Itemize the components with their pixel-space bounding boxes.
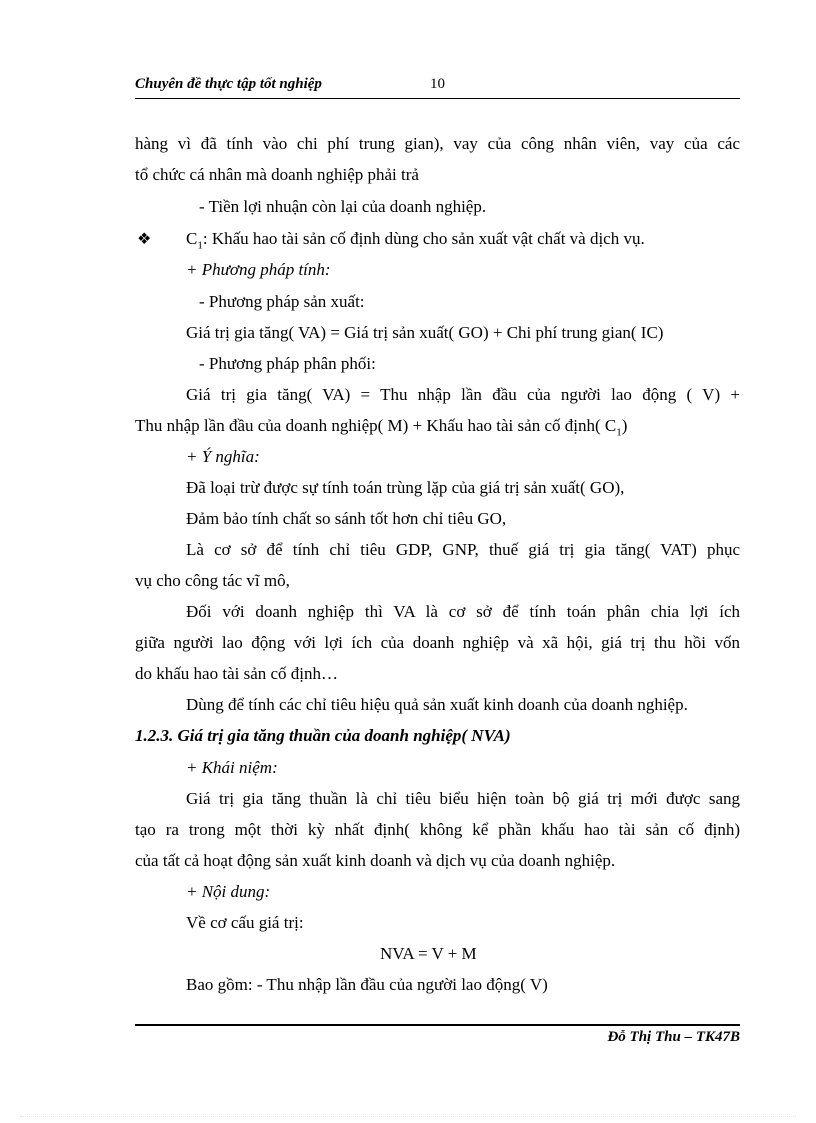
paragraph-line: tổ chức cá nhân mà doanh nghiệp phải trả [135, 165, 419, 184]
subscript: 1 [616, 426, 622, 439]
page-bottom-border [20, 1116, 796, 1117]
subheading: + Khái niệm: [186, 758, 278, 777]
text-segment: ) [621, 416, 628, 435]
paragraph-line: Giá trị gia tăng thuần là chỉ tiêu biểu hiện toàn bộ giá trị mới được sang [186, 789, 740, 808]
page-number: 10 [430, 76, 445, 92]
paragraph-line: do khấu hao tài sản cố định… [135, 664, 339, 683]
footer-author: Đỗ Thị Thu – TK47B [607, 1029, 740, 1045]
text-segment: : Khấu hao tài sản cố định dùng cho sản xuất vật chất và dịch vụ. [202, 229, 645, 248]
paragraph-line: - Phương pháp phân phối: [199, 354, 376, 373]
subheading: + Phương pháp tính: [186, 260, 331, 279]
subscript: 1 [197, 239, 203, 252]
paragraph-line: Đối với doanh nghiệp thì VA là cơ sở để tính toán phân chia lợi ích [186, 602, 740, 621]
paragraph-line: Đảm bảo tính chất so sánh tốt hơn chỉ tiêu GO, [186, 509, 507, 528]
formula-line [135, 415, 627, 443]
text-segment: Thu nhập lần đầu của doanh nghiệp( M) + Khấu hao tài sản cố định( C [135, 416, 617, 435]
paragraph-line: giữa người lao động với lợi ích của doanh nghiệp và xã hội, giá trị thu hồi vốn [135, 633, 740, 652]
paragraph-line: của tất cả hoạt động sản xuất kinh doanh và dịch vụ của doanh nghiệp. [135, 851, 616, 870]
page-header [135, 74, 740, 99]
formula-line: NVA = V + M [380, 944, 477, 963]
section-heading: 1.2.3. Giá trị gia tăng thuần của doanh nghiệp( NVA) [135, 726, 511, 745]
paragraph-line: - Tiền lợi nhuận còn lại của doanh nghiệp. [199, 197, 487, 216]
formula-line: Giá trị gia tăng( VA) = Thu nhập lần đầu của người lao động ( V) + [186, 385, 740, 404]
paragraph-line: Đã loại trừ được sự tính toán trùng lặp của giá trị sản xuất( GO), [186, 478, 625, 497]
paragraph-line: - Phương pháp sản xuất: [199, 292, 365, 311]
paragraph-line: tạo ra trong một thời kỳ nhất định( không kể phần khấu hao tài sản cố định) [135, 820, 740, 839]
header-title: Chuyên đề thực tập tốt nghiệp [135, 76, 322, 92]
diamond-bullet-icon: ❖ [137, 231, 152, 248]
paragraph-line: vụ cho công tác vĩ mô, [135, 571, 290, 590]
paragraph-line: Bao gồm: - Thu nhập lần đầu của người lao động( V) [186, 975, 548, 994]
paragraph-line: hàng vì đã tính vào chi phí trung gian), vay của công nhân viên, vay của các [135, 134, 740, 153]
text-segment: C [186, 229, 198, 248]
paragraph-line: Dùng để tính các chỉ tiêu hiệu quả sản xuất kinh doanh của doanh nghiệp. [186, 695, 688, 714]
paragraph-line [186, 228, 645, 256]
paragraph-line: Về cơ cấu giá trị: [186, 913, 304, 932]
paragraph-line: Là cơ sở để tính chỉ tiêu GDP, GNP, thuế giá trị gia tăng( VAT) phục [186, 540, 740, 559]
formula-line: Giá trị gia tăng( VA) = Giá trị sản xuất( GO) + Chi phí trung gian( IC) [186, 323, 664, 342]
subheading: + Nội dung: [186, 882, 271, 901]
footer-rule [135, 1024, 740, 1026]
subheading: + Ý nghĩa: [186, 447, 260, 466]
